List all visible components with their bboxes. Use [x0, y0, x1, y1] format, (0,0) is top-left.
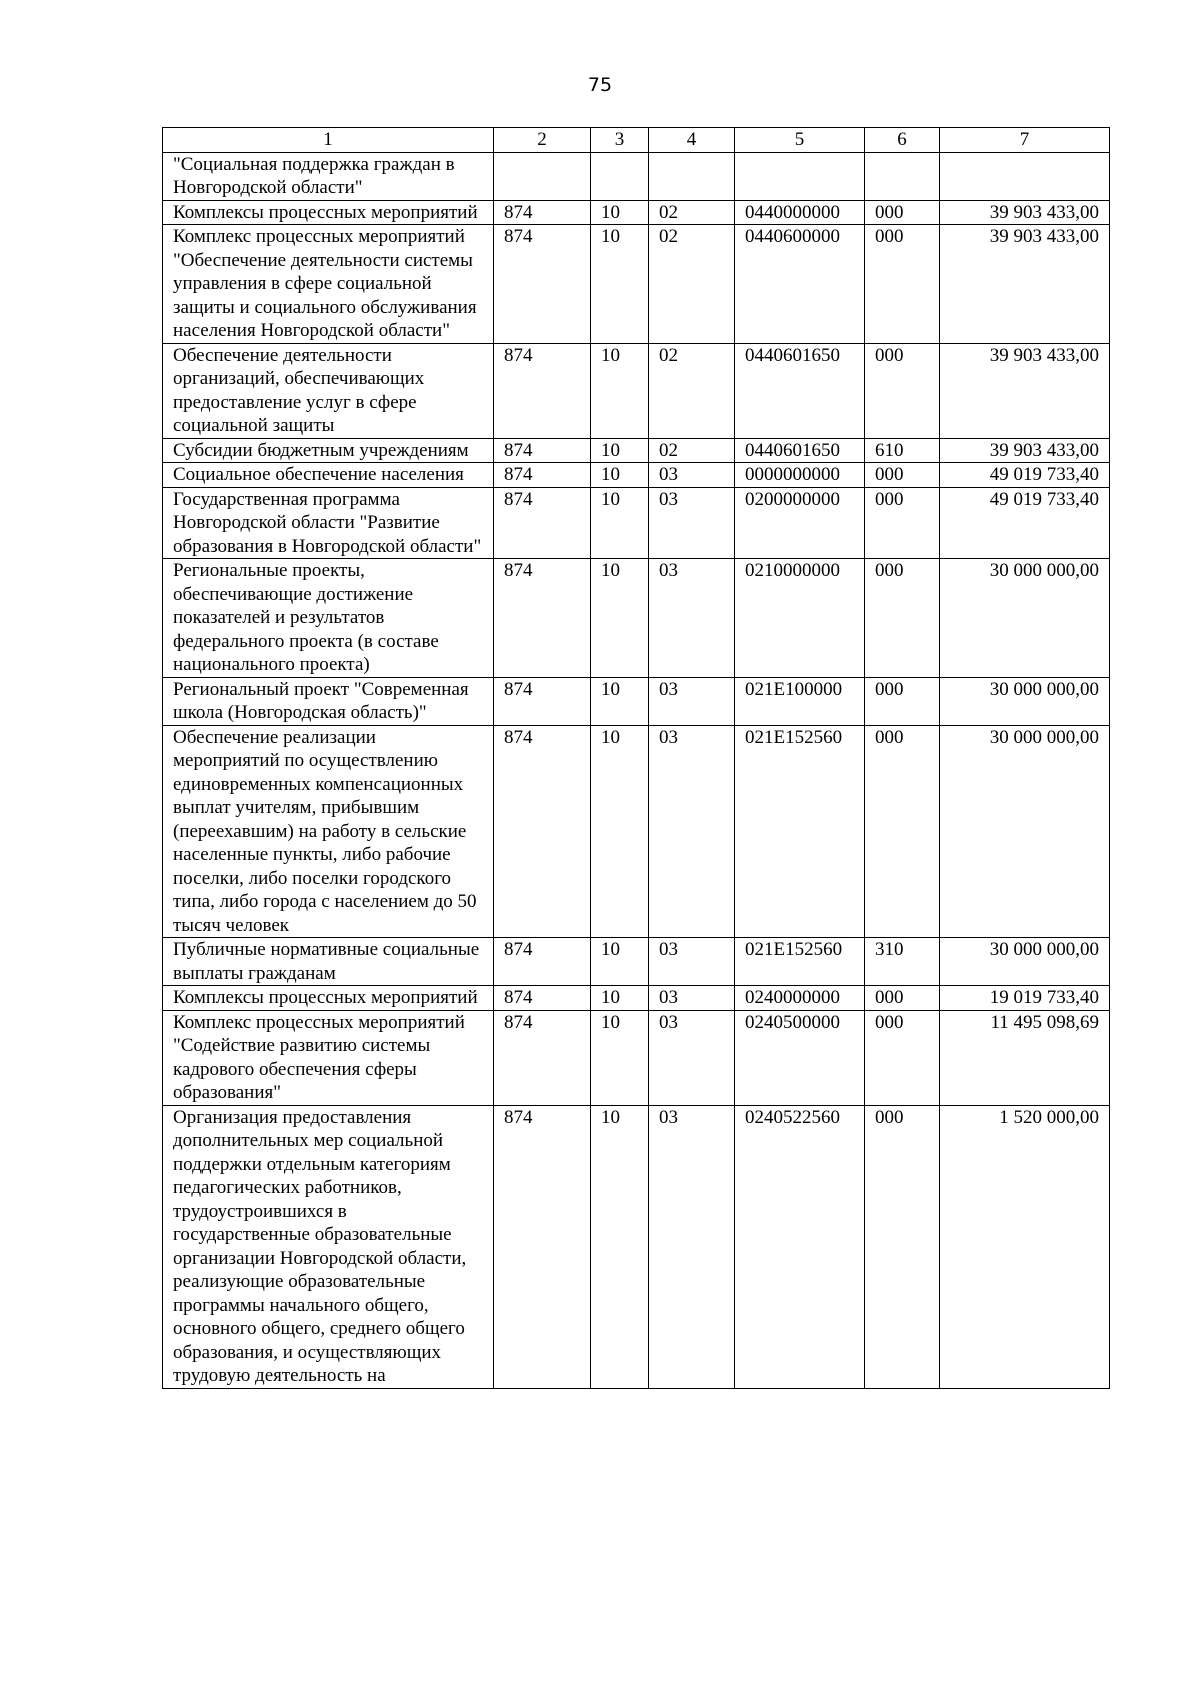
row-name: Комплексы процессных мероприятий: [163, 986, 494, 1011]
row-amount: 39 903 433,00: [940, 200, 1110, 225]
row-amount: 1 520 000,00: [940, 1105, 1110, 1388]
row-code-3: [591, 152, 649, 200]
row-code-2: 874: [494, 938, 591, 986]
row-code-4: [649, 152, 735, 200]
row-code-5: 021E100000: [735, 677, 865, 725]
row-name: Комплекс процессных мероприятий "Содействие развитию системы кадрового обеспечения сферы образования": [163, 1010, 494, 1105]
row-code-6: 310: [865, 938, 940, 986]
row-name: Публичные нормативные социальные выплаты гражданам: [163, 938, 494, 986]
header-cell: 5: [735, 128, 865, 153]
row-code-5: 0210000000: [735, 559, 865, 678]
row-code-2: 874: [494, 463, 591, 488]
table-row: [163, 152, 1110, 200]
row-code-3: 10: [591, 1105, 649, 1388]
table-row: [163, 487, 1110, 559]
row-amount: 19 019 733,40: [940, 986, 1110, 1011]
table-row: [163, 1010, 1110, 1105]
table-row: [163, 1105, 1110, 1388]
header-cell: 4: [649, 128, 735, 153]
row-code-6: 000: [865, 559, 940, 678]
row-code-4: 03: [649, 677, 735, 725]
row-code-6: 000: [865, 725, 940, 938]
row-name: Субсидии бюджетным учреждениям: [163, 438, 494, 463]
row-name: Региональные проекты, обеспечивающие достижение показателей и результатов федерального проекта (в составе национального проекта): [163, 559, 494, 678]
table-row: [163, 463, 1110, 488]
row-amount: 39 903 433,00: [940, 225, 1110, 344]
row-code-2: 874: [494, 986, 591, 1011]
row-code-4: 03: [649, 938, 735, 986]
header-cell: 7: [940, 128, 1110, 153]
header-cell: 6: [865, 128, 940, 153]
row-name: Комплексы процессных мероприятий: [163, 200, 494, 225]
header-cell: 2: [494, 128, 591, 153]
row-code-6: [865, 152, 940, 200]
row-code-5: 0000000000: [735, 463, 865, 488]
row-code-5: 0440000000: [735, 200, 865, 225]
table-row: [163, 986, 1110, 1011]
row-amount: 49 019 733,40: [940, 463, 1110, 488]
table-row: [163, 200, 1110, 225]
row-code-2: [494, 152, 591, 200]
row-code-2: 874: [494, 559, 591, 678]
row-code-2: 874: [494, 487, 591, 559]
row-code-2: 874: [494, 343, 591, 438]
row-code-2: 874: [494, 677, 591, 725]
row-code-5: 0240000000: [735, 986, 865, 1011]
table-row: [163, 438, 1110, 463]
page-number: 75: [587, 74, 613, 96]
row-amount: [940, 152, 1110, 200]
row-amount: 30 000 000,00: [940, 677, 1110, 725]
row-code-3: 10: [591, 463, 649, 488]
row-amount: 39 903 433,00: [940, 438, 1110, 463]
row-amount: 39 903 433,00: [940, 343, 1110, 438]
row-code-5: 021E152560: [735, 938, 865, 986]
header-cell: 3: [591, 128, 649, 153]
row-name: Социальное обеспечение населения: [163, 463, 494, 488]
row-code-6: 000: [865, 200, 940, 225]
row-code-6: 000: [865, 487, 940, 559]
row-code-4: 03: [649, 725, 735, 938]
row-code-4: 03: [649, 1105, 735, 1388]
row-code-5: 0240522560: [735, 1105, 865, 1388]
row-code-6: 000: [865, 1105, 940, 1388]
row-name: Обеспечение деятельности организаций, обеспечивающих предоставление услуг в сфере социальной защиты: [163, 343, 494, 438]
row-code-4: 03: [649, 559, 735, 678]
row-name: Организация предоставления дополнительных мер социальной поддержки отдельным категориям педагогических работников, трудоустроившихся в государственные образовательные организации Новгородской области, реализующие образовательные программы начального общего, основного общего, среднего общего образования, и осуществляющих трудовую деятельность на: [163, 1105, 494, 1388]
row-amount: 11 495 098,69: [940, 1010, 1110, 1105]
row-code-5: 0440601650: [735, 438, 865, 463]
table-row: [163, 559, 1110, 678]
row-name: Государственная программа Новгородской области "Развитие образования в Новгородской области": [163, 487, 494, 559]
row-code-3: 10: [591, 1010, 649, 1105]
table-header-row: [163, 128, 1110, 153]
row-code-2: 874: [494, 725, 591, 938]
row-code-6: 000: [865, 463, 940, 488]
table-row: [163, 677, 1110, 725]
row-code-6: 000: [865, 1010, 940, 1105]
row-code-4: 03: [649, 463, 735, 488]
row-code-4: 03: [649, 986, 735, 1011]
row-code-5: 0240500000: [735, 1010, 865, 1105]
row-code-6: 000: [865, 343, 940, 438]
row-amount: 49 019 733,40: [940, 487, 1110, 559]
row-code-6: 000: [865, 677, 940, 725]
row-code-3: 10: [591, 677, 649, 725]
row-code-6: 000: [865, 986, 940, 1011]
row-code-6: 610: [865, 438, 940, 463]
row-name: Обеспечение реализации мероприятий по осуществлению единовременных компенсационных выплат учителям, прибывшим (переехавшим) на работу в сельские населенные пункты, либо рабочие поселки, либо поселки городского типа, либо города с населением до 50 тысяч человек: [163, 725, 494, 938]
row-code-3: 10: [591, 938, 649, 986]
row-code-5: 0440601650: [735, 343, 865, 438]
table-row: [163, 343, 1110, 438]
row-name: Региональный проект "Современная школа (Новгородская область)": [163, 677, 494, 725]
row-code-2: 874: [494, 438, 591, 463]
row-code-4: 02: [649, 225, 735, 344]
row-code-5: 0440600000: [735, 225, 865, 344]
row-code-3: 10: [591, 438, 649, 463]
budget-table: [162, 127, 1110, 1389]
row-code-3: 10: [591, 200, 649, 225]
table-row: [163, 225, 1110, 344]
row-code-2: 874: [494, 1010, 591, 1105]
row-amount: 30 000 000,00: [940, 725, 1110, 938]
row-code-3: 10: [591, 487, 649, 559]
row-code-2: 874: [494, 200, 591, 225]
row-code-4: 03: [649, 1010, 735, 1105]
header-cell: 1: [163, 128, 494, 153]
row-code-4: 03: [649, 487, 735, 559]
row-code-4: 02: [649, 200, 735, 225]
row-code-6: 000: [865, 225, 940, 344]
row-code-5: 0200000000: [735, 487, 865, 559]
row-code-2: 874: [494, 1105, 591, 1388]
row-code-4: 02: [649, 343, 735, 438]
row-name: "Социальная поддержка граждан в Новгородской области": [163, 152, 494, 200]
row-amount: 30 000 000,00: [940, 559, 1110, 678]
row-amount: 30 000 000,00: [940, 938, 1110, 986]
row-name: Комплекс процессных мероприятий "Обеспечение деятельности системы управления в сфере социальной защиты и социального обслуживания населения Новгородской области": [163, 225, 494, 344]
row-code-5: [735, 152, 865, 200]
row-code-5: 021E152560: [735, 725, 865, 938]
row-code-3: 10: [591, 225, 649, 344]
row-code-3: 10: [591, 343, 649, 438]
row-code-3: 10: [591, 559, 649, 678]
row-code-2: 874: [494, 225, 591, 344]
table-row: [163, 938, 1110, 986]
row-code-3: 10: [591, 986, 649, 1011]
table-row: [163, 725, 1110, 938]
row-code-4: 02: [649, 438, 735, 463]
row-code-3: 10: [591, 725, 649, 938]
